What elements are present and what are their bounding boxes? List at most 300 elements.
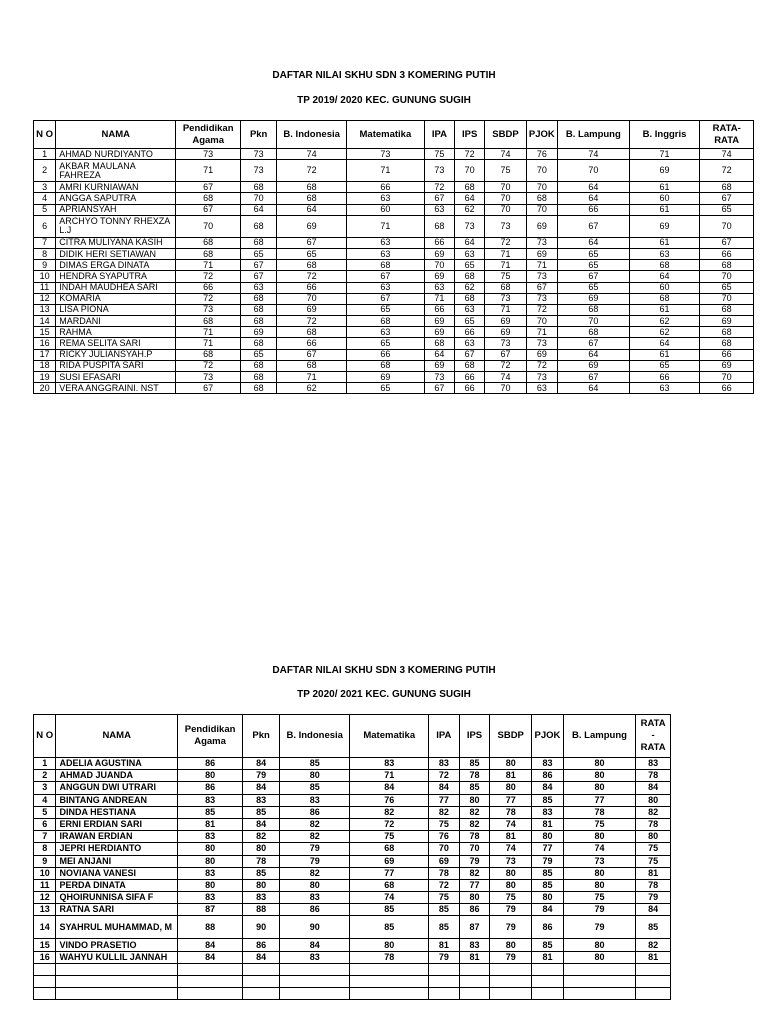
column-header: N O bbox=[34, 121, 56, 149]
grade-cell: 64 bbox=[558, 193, 630, 204]
grade-cell: 74 bbox=[350, 892, 429, 904]
grade-cell: 73 bbox=[424, 160, 454, 182]
grade-cell: 70 bbox=[700, 271, 754, 282]
row-number: 17 bbox=[34, 349, 56, 360]
grade-cell: 65 bbox=[700, 282, 754, 293]
grade-cell: 84 bbox=[280, 939, 350, 951]
grade-cell: 68 bbox=[700, 338, 754, 349]
empty-cell bbox=[459, 987, 490, 999]
grade-cell: 82 bbox=[459, 818, 490, 830]
grade-cell: 62 bbox=[455, 282, 485, 293]
empty-row bbox=[34, 963, 671, 975]
empty-cell bbox=[459, 963, 490, 975]
row-number: 15 bbox=[34, 327, 56, 338]
grade-cell: 80 bbox=[532, 892, 564, 904]
grade-cell: 73 bbox=[490, 855, 532, 867]
grade-cell: 80 bbox=[563, 951, 635, 963]
table-row bbox=[34, 782, 671, 794]
grade-cell: 68 bbox=[526, 193, 557, 204]
grade-cell: 78 bbox=[636, 770, 671, 782]
row-number: 7 bbox=[34, 237, 56, 248]
table-row bbox=[34, 204, 754, 215]
grade-cell: 71 bbox=[424, 293, 454, 304]
student-name: INDAH MAUDHEA SARI bbox=[56, 282, 176, 293]
empty-cell bbox=[280, 987, 350, 999]
grade-cell: 86 bbox=[532, 770, 564, 782]
grade-cell: 75 bbox=[636, 843, 671, 855]
grade-cell: 73 bbox=[424, 372, 454, 383]
grade-cell: 80 bbox=[459, 794, 490, 806]
grade-cell: 81 bbox=[490, 831, 532, 843]
grade-cell: 83 bbox=[532, 758, 564, 770]
empty-cell bbox=[56, 987, 177, 999]
empty-cell bbox=[56, 975, 177, 987]
grade-cell: 80 bbox=[177, 879, 242, 891]
grade-cell: 66 bbox=[629, 372, 700, 383]
row-number: 11 bbox=[34, 879, 56, 891]
table-row bbox=[34, 327, 754, 338]
table-header-row bbox=[34, 121, 754, 149]
grade-cell: 70 bbox=[700, 215, 754, 237]
student-name: DINDA HESTIANA bbox=[56, 806, 177, 818]
grade-cell: 68 bbox=[176, 248, 241, 259]
grade-cell: 69 bbox=[558, 293, 630, 304]
grade-cell: 66 bbox=[558, 204, 630, 215]
grade-cell: 64 bbox=[629, 338, 700, 349]
grade-cell: 83 bbox=[532, 806, 564, 818]
grade-cell: 61 bbox=[629, 304, 700, 315]
grade-cell: 68 bbox=[240, 182, 276, 193]
grade-cell: 68 bbox=[424, 338, 454, 349]
grade-cell: 71 bbox=[176, 160, 241, 182]
column-header: Pkn bbox=[240, 121, 276, 149]
grade-cell: 69 bbox=[424, 248, 454, 259]
grade-cell: 80 bbox=[490, 939, 532, 951]
empty-cell bbox=[532, 987, 564, 999]
table-row bbox=[34, 193, 754, 204]
grade-cell: 77 bbox=[459, 879, 490, 891]
grade-cell: 69 bbox=[526, 349, 557, 360]
row-number: 2 bbox=[34, 160, 56, 182]
grade-cell: 69 bbox=[350, 855, 429, 867]
grade-cell: 85 bbox=[429, 904, 460, 916]
empty-cell bbox=[350, 975, 429, 987]
grade-cell: 86 bbox=[280, 904, 350, 916]
grade-cell: 83 bbox=[177, 794, 242, 806]
grade-cell: 78 bbox=[243, 855, 280, 867]
grade-cell: 75 bbox=[485, 271, 526, 282]
grade-cell: 84 bbox=[243, 818, 280, 830]
grade-cell: 66 bbox=[347, 349, 425, 360]
student-name: IRAWAN ERDIAN bbox=[56, 831, 177, 843]
row-number: 10 bbox=[34, 271, 56, 282]
grade-cell: 78 bbox=[459, 770, 490, 782]
grade-cell: 84 bbox=[636, 904, 671, 916]
student-name: AHMAD JUANDA bbox=[56, 770, 177, 782]
row-number: 12 bbox=[34, 293, 56, 304]
grade-cell: 70 bbox=[485, 182, 526, 193]
student-name: RAHMA bbox=[56, 327, 176, 338]
grade-cell: 77 bbox=[429, 794, 460, 806]
grade-cell: 66 bbox=[700, 248, 754, 259]
row-number: 11 bbox=[34, 282, 56, 293]
grade-cell: 63 bbox=[424, 282, 454, 293]
row-number: 14 bbox=[34, 316, 56, 327]
grade-cell: 83 bbox=[280, 892, 350, 904]
grade-cell: 75 bbox=[424, 149, 454, 160]
grade-cell: 73 bbox=[347, 149, 425, 160]
grade-cell: 61 bbox=[629, 182, 700, 193]
grade-cell: 73 bbox=[455, 215, 485, 237]
grade-cell: 82 bbox=[243, 831, 280, 843]
grade-cell: 72 bbox=[277, 160, 347, 182]
table-row bbox=[34, 758, 671, 770]
grade-cell: 73 bbox=[240, 160, 276, 182]
table-row bbox=[34, 855, 671, 867]
grade-cell: 85 bbox=[459, 782, 490, 794]
section1-title: DAFTAR NILAI SKHU SDN 3 KOMERING PUTIH bbox=[272, 70, 496, 81]
row-number: 14 bbox=[34, 916, 56, 939]
grade-cell: 66 bbox=[176, 282, 241, 293]
grade-cell: 65 bbox=[558, 282, 630, 293]
section1-subtitle: TP 2019/ 2020 KEC. GUNUNG SUGIH bbox=[297, 95, 471, 106]
table-row bbox=[34, 770, 671, 782]
grade-cell: 61 bbox=[629, 237, 700, 248]
grade-cell: 73 bbox=[176, 149, 241, 160]
student-name: ANGGUN DWI UTRARI bbox=[56, 782, 177, 794]
empty-cell bbox=[177, 987, 242, 999]
row-number: 16 bbox=[34, 338, 56, 349]
grade-cell: 86 bbox=[532, 916, 564, 939]
grade-cell: 72 bbox=[176, 293, 241, 304]
column-header: PJOK bbox=[526, 121, 557, 149]
column-header: Matematika bbox=[347, 121, 425, 149]
row-number: 8 bbox=[34, 843, 56, 855]
table-row bbox=[34, 794, 671, 806]
grade-cell: 79 bbox=[563, 916, 635, 939]
grade-cell: 60 bbox=[629, 282, 700, 293]
grade-cell: 74 bbox=[700, 149, 754, 160]
grade-cell: 78 bbox=[429, 867, 460, 879]
row-number: 4 bbox=[34, 794, 56, 806]
grade-cell: 80 bbox=[490, 879, 532, 891]
empty-cell bbox=[280, 975, 350, 987]
grade-cell: 85 bbox=[532, 794, 564, 806]
row-number: 13 bbox=[34, 304, 56, 315]
grade-cell: 65 bbox=[240, 248, 276, 259]
grade-cell: 70 bbox=[526, 204, 557, 215]
table-row bbox=[34, 360, 754, 371]
grade-cell: 66 bbox=[455, 327, 485, 338]
grade-cell: 67 bbox=[424, 383, 454, 394]
row-number: 18 bbox=[34, 360, 56, 371]
grade-cell: 83 bbox=[459, 939, 490, 951]
row-number: 3 bbox=[34, 782, 56, 794]
grade-cell: 70 bbox=[485, 383, 526, 394]
grade-cell: 72 bbox=[526, 304, 557, 315]
grade-cell: 83 bbox=[350, 758, 429, 770]
grade-cell: 82 bbox=[636, 806, 671, 818]
column-header: IPA bbox=[424, 121, 454, 149]
student-name: SUSI EFASARI bbox=[56, 372, 176, 383]
row-number: 13 bbox=[34, 904, 56, 916]
grade-cell: 66 bbox=[424, 237, 454, 248]
grade-cell: 65 bbox=[558, 248, 630, 259]
grade-cell: 72 bbox=[277, 271, 347, 282]
grade-cell: 64 bbox=[558, 383, 630, 394]
grade-cell: 68 bbox=[455, 182, 485, 193]
grade-cell: 85 bbox=[532, 867, 564, 879]
empty-cell bbox=[636, 975, 671, 987]
grade-cell: 70 bbox=[459, 843, 490, 855]
empty-cell bbox=[563, 963, 635, 975]
grade-cell: 70 bbox=[700, 372, 754, 383]
grade-cell: 86 bbox=[459, 904, 490, 916]
grade-cell: 79 bbox=[636, 892, 671, 904]
column-header: Pendidikan Agama bbox=[177, 715, 242, 758]
grade-cell: 69 bbox=[485, 316, 526, 327]
grade-cell: 70 bbox=[485, 193, 526, 204]
grade-cell: 80 bbox=[177, 843, 242, 855]
grade-cell: 71 bbox=[526, 327, 557, 338]
student-name: DIDIK HERI SETIAWAN bbox=[56, 248, 176, 259]
grade-cell: 81 bbox=[636, 951, 671, 963]
table-row bbox=[34, 843, 671, 855]
grade-cell: 65 bbox=[455, 260, 485, 271]
student-name: PERDA DINATA bbox=[56, 879, 177, 891]
grade-cell: 71 bbox=[347, 160, 425, 182]
grade-cell: 85 bbox=[636, 916, 671, 939]
empty-cell bbox=[490, 987, 532, 999]
grade-cell: 68 bbox=[240, 237, 276, 248]
student-name: AMRI KURNIAWAN bbox=[56, 182, 176, 193]
grade-cell: 85 bbox=[429, 916, 460, 939]
table-row bbox=[34, 237, 754, 248]
student-name: RICKY JULIANSYAH.P bbox=[56, 349, 176, 360]
grade-cell: 73 bbox=[176, 372, 241, 383]
grade-cell: 68 bbox=[629, 293, 700, 304]
grade-cell: 80 bbox=[243, 843, 280, 855]
student-name: ERNI ERDIAN SARI bbox=[56, 818, 177, 830]
grade-cell: 85 bbox=[177, 806, 242, 818]
grade-cell: 68 bbox=[455, 293, 485, 304]
grade-cell: 64 bbox=[629, 271, 700, 282]
grade-cell: 68 bbox=[277, 260, 347, 271]
grade-cell: 73 bbox=[526, 271, 557, 282]
grade-cell: 75 bbox=[429, 818, 460, 830]
grade-cell: 68 bbox=[240, 215, 276, 237]
empty-cell bbox=[429, 963, 460, 975]
grade-cell: 83 bbox=[280, 951, 350, 963]
grade-cell: 66 bbox=[347, 182, 425, 193]
grade-cell: 63 bbox=[526, 383, 557, 394]
grade-cell: 86 bbox=[280, 806, 350, 818]
row-number: 6 bbox=[34, 818, 56, 830]
grade-cell: 68 bbox=[176, 349, 241, 360]
grade-cell: 83 bbox=[177, 892, 242, 904]
table-row bbox=[34, 879, 671, 891]
column-header: Pendidikan Agama bbox=[176, 121, 241, 149]
grade-cell: 66 bbox=[700, 383, 754, 394]
student-name: ANGGA SAPUTRA bbox=[56, 193, 176, 204]
grade-cell: 69 bbox=[347, 372, 425, 383]
student-name: HENDRA SYAPUTRA bbox=[56, 271, 176, 282]
grade-cell: 73 bbox=[485, 215, 526, 237]
grade-cell: 68 bbox=[700, 304, 754, 315]
grade-cell: 68 bbox=[629, 260, 700, 271]
student-name: ARCHYO TONNY RHEXZA L.J bbox=[56, 215, 176, 237]
grade-cell: 84 bbox=[350, 782, 429, 794]
grade-cell: 79 bbox=[563, 904, 635, 916]
column-header: B. Indonesia bbox=[277, 121, 347, 149]
grade-cell: 63 bbox=[455, 338, 485, 349]
column-header: B. Lampung bbox=[563, 715, 635, 758]
grade-cell: 83 bbox=[636, 758, 671, 770]
grade-cell: 80 bbox=[636, 794, 671, 806]
empty-cell bbox=[459, 975, 490, 987]
grade-cell: 64 bbox=[240, 204, 276, 215]
grade-cell: 68 bbox=[277, 193, 347, 204]
grade-cell: 78 bbox=[350, 951, 429, 963]
grade-cell: 85 bbox=[350, 916, 429, 939]
grade-cell: 82 bbox=[280, 818, 350, 830]
grade-cell: 71 bbox=[629, 149, 700, 160]
grade-cell: 79 bbox=[490, 951, 532, 963]
empty-cell bbox=[532, 963, 564, 975]
grade-cell: 84 bbox=[636, 782, 671, 794]
grade-cell: 72 bbox=[700, 160, 754, 182]
empty-cell bbox=[280, 963, 350, 975]
grade-cell: 62 bbox=[629, 327, 700, 338]
empty-cell bbox=[429, 987, 460, 999]
grade-cell: 65 bbox=[629, 360, 700, 371]
empty-row bbox=[34, 975, 671, 987]
student-name: RATNA SARI bbox=[56, 904, 177, 916]
grade-cell: 72 bbox=[424, 182, 454, 193]
grade-cell: 72 bbox=[485, 360, 526, 371]
table-row bbox=[34, 806, 671, 818]
table-row bbox=[34, 282, 754, 293]
grade-cell: 82 bbox=[280, 831, 350, 843]
grade-cell: 68 bbox=[240, 360, 276, 371]
grade-cell: 84 bbox=[429, 782, 460, 794]
grade-cell: 70 bbox=[176, 215, 241, 237]
table-row bbox=[34, 271, 754, 282]
grade-cell: 79 bbox=[459, 855, 490, 867]
grade-cell: 69 bbox=[277, 304, 347, 315]
grade-cell: 72 bbox=[429, 770, 460, 782]
student-name: CITRA MULIYANA KASIH bbox=[56, 237, 176, 248]
grade-cell: 78 bbox=[636, 879, 671, 891]
grade-cell: 69 bbox=[277, 215, 347, 237]
grade-cell: 72 bbox=[277, 316, 347, 327]
grade-cell: 68 bbox=[424, 215, 454, 237]
grade-cell: 86 bbox=[177, 782, 242, 794]
grade-cell: 88 bbox=[177, 916, 242, 939]
table-row bbox=[34, 818, 671, 830]
table-row bbox=[34, 904, 671, 916]
grade-cell: 68 bbox=[350, 879, 429, 891]
grade-cell: 81 bbox=[459, 951, 490, 963]
grade-cell: 70 bbox=[558, 160, 630, 182]
grade-cell: 78 bbox=[636, 818, 671, 830]
row-number: 1 bbox=[34, 149, 56, 160]
empty-cell bbox=[490, 963, 532, 975]
grade-cell: 70 bbox=[277, 293, 347, 304]
student-name: REMA SELITA SARI bbox=[56, 338, 176, 349]
empty-cell bbox=[636, 987, 671, 999]
grade-cell: 71 bbox=[350, 770, 429, 782]
grade-cell: 70 bbox=[526, 316, 557, 327]
grade-cell: 64 bbox=[455, 193, 485, 204]
grade-cell: 75 bbox=[563, 892, 635, 904]
grade-cell: 63 bbox=[347, 248, 425, 259]
grade-cell: 76 bbox=[526, 149, 557, 160]
grade-cell: 68 bbox=[240, 304, 276, 315]
column-header: SBDP bbox=[490, 715, 532, 758]
grade-cell: 67 bbox=[176, 182, 241, 193]
grade-cell: 63 bbox=[347, 282, 425, 293]
grade-cell: 68 bbox=[277, 182, 347, 193]
table-row bbox=[34, 349, 754, 360]
grade-cell: 82 bbox=[280, 867, 350, 879]
grade-cell: 73 bbox=[563, 855, 635, 867]
student-name: JEPRI HERDIANTO bbox=[56, 843, 177, 855]
row-number: 1 bbox=[34, 758, 56, 770]
table-row bbox=[34, 160, 754, 182]
grade-cell: 85 bbox=[459, 758, 490, 770]
grade-cell: 80 bbox=[563, 867, 635, 879]
grade-cell: 80 bbox=[636, 831, 671, 843]
grade-cell: 76 bbox=[350, 794, 429, 806]
grade-cell: 68 bbox=[176, 237, 241, 248]
grade-cell: 67 bbox=[176, 204, 241, 215]
grade-cell: 80 bbox=[532, 831, 564, 843]
table-row bbox=[34, 182, 754, 193]
grade-cell: 85 bbox=[243, 806, 280, 818]
row-number: 4 bbox=[34, 193, 56, 204]
grade-cell: 66 bbox=[455, 372, 485, 383]
grade-cell: 67 bbox=[558, 215, 630, 237]
table-row bbox=[34, 372, 754, 383]
student-name: ADELIA AGUSTINA bbox=[56, 758, 177, 770]
grade-cell: 69 bbox=[700, 360, 754, 371]
grade-cell: 74 bbox=[490, 843, 532, 855]
grade-cell: 63 bbox=[455, 304, 485, 315]
grade-cell: 80 bbox=[563, 879, 635, 891]
grade-cell: 82 bbox=[459, 806, 490, 818]
grade-cell: 85 bbox=[243, 867, 280, 879]
grade-cell: 67 bbox=[700, 237, 754, 248]
grade-cell: 69 bbox=[424, 360, 454, 371]
grade-cell: 73 bbox=[485, 338, 526, 349]
table-row bbox=[34, 916, 671, 939]
column-header: IPA bbox=[429, 715, 460, 758]
grade-cell: 70 bbox=[526, 160, 557, 182]
row-number: 5 bbox=[34, 204, 56, 215]
row-number: 9 bbox=[34, 260, 56, 271]
grade-cell: 67 bbox=[347, 271, 425, 282]
grade-cell: 62 bbox=[629, 316, 700, 327]
column-header: Pkn bbox=[243, 715, 280, 758]
grade-cell: 69 bbox=[526, 248, 557, 259]
grade-cell: 65 bbox=[455, 316, 485, 327]
student-name: NOVIANA VANESI bbox=[56, 867, 177, 879]
grade-cell: 85 bbox=[280, 782, 350, 794]
grade-cell: 71 bbox=[176, 260, 241, 271]
grade-cell: 83 bbox=[243, 794, 280, 806]
student-name: VERA ANGGRAINI. NST bbox=[56, 383, 176, 394]
